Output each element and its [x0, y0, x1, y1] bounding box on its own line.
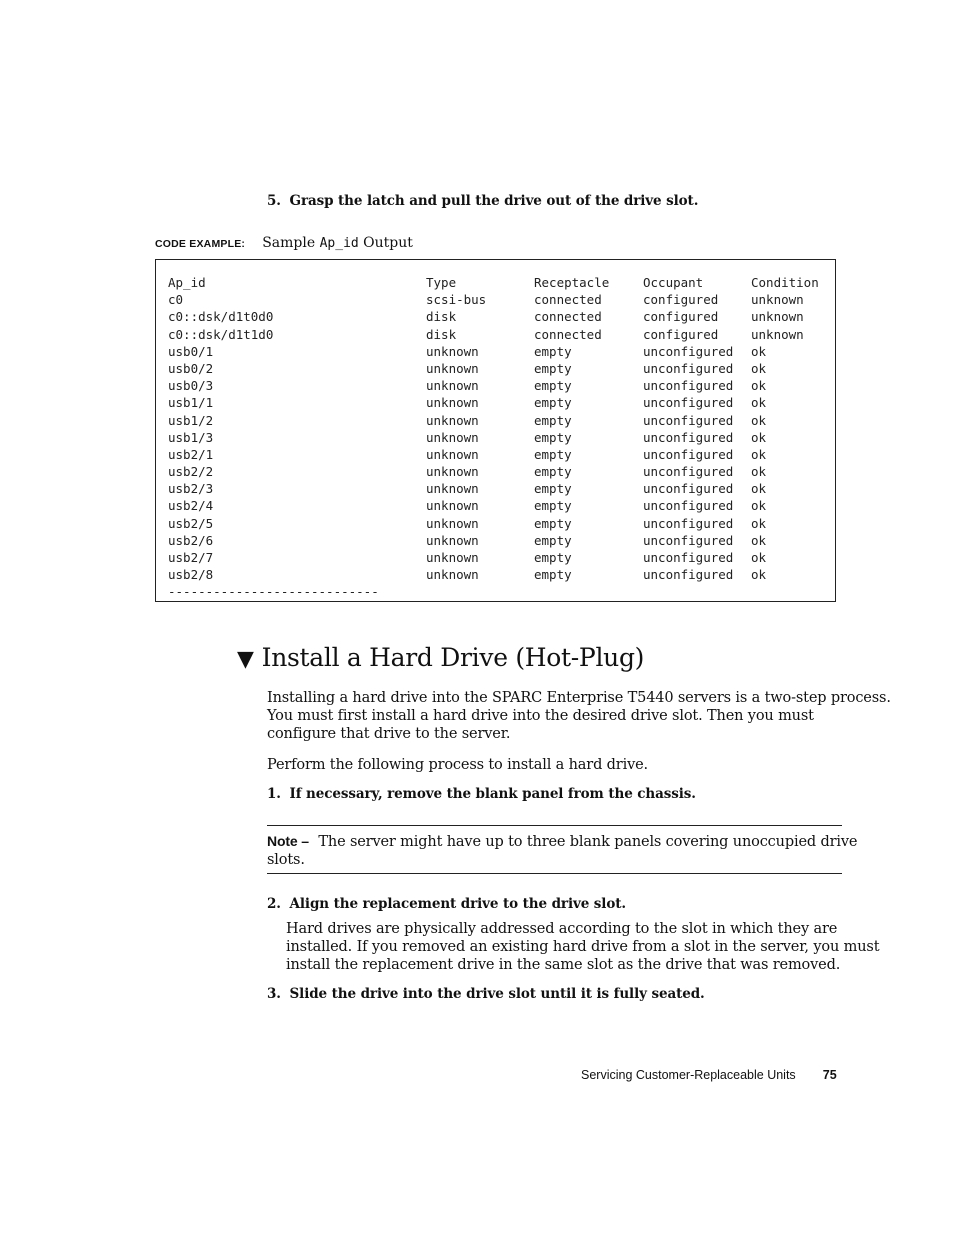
condition-cell: ok [751, 429, 767, 445]
ap-id-cell: usb2/7 [168, 550, 214, 565]
occupant-cell: unconfigured [643, 360, 734, 376]
note [267, 832, 858, 869]
code-row [168, 292, 831, 309]
code-row [168, 498, 831, 515]
occupant-cell: unconfigured [643, 498, 734, 514]
code-row [168, 413, 831, 430]
intro-line: You must first install a hard drive into the desired drive slot. Then you must [267, 708, 814, 724]
step-1 [267, 786, 696, 802]
step-2-body [286, 920, 879, 974]
code-table [168, 275, 831, 602]
occupant-cell: unconfigured [643, 395, 734, 411]
type-cell: unknown [426, 481, 479, 497]
code-row [168, 430, 831, 447]
code-row [168, 550, 831, 567]
receptacle-cell: Receptacle [534, 275, 610, 290]
note-line: The server might have up to three blank panels covering unoccupied drive [318, 834, 858, 850]
caption-post: Output [358, 235, 413, 251]
occupant-cell: Occupant [643, 275, 704, 290]
code-row [168, 481, 831, 498]
caption-code: Ap_id [319, 236, 359, 251]
type-cell: unknown [426, 464, 479, 480]
occupant-cell: unconfigured [643, 515, 734, 531]
receptacle-cell: empty [534, 446, 572, 462]
footer-title: Servicing Customer-Replaceable Units [581, 1068, 796, 1082]
code-example-box [155, 259, 836, 602]
receptacle-cell: empty [534, 498, 572, 514]
section-heading [237, 643, 644, 672]
receptacle-cell: empty [534, 481, 572, 497]
ap-id-cell: usb1/1 [168, 395, 214, 411]
receptacle-cell: connected [534, 309, 602, 325]
ap-id-cell: usb2/4 [168, 498, 214, 514]
step-number: 3. [267, 986, 281, 1002]
type-cell: unknown [426, 343, 479, 359]
step-text: Slide the drive into the drive slot until it is fully seated. [289, 986, 705, 1002]
step-number: 2. [267, 896, 281, 912]
condition-cell: ok [751, 515, 767, 531]
ap-id-cell: usb0/2 [168, 360, 214, 376]
step-2 [267, 896, 626, 912]
condition-cell: ok [751, 481, 767, 497]
code-row [168, 344, 831, 361]
type-cell: Type [426, 275, 457, 290]
step-3 [267, 986, 705, 1002]
ap-id-cell: Ap_id [168, 275, 206, 290]
receptacle-cell: empty [534, 464, 572, 480]
type-cell: unknown [426, 550, 479, 565]
step-2-line: install the replacement drive in the same slot as the drive that was removed. [286, 957, 841, 973]
type-cell: unknown [426, 378, 479, 394]
occupant-cell: unconfigured [643, 464, 734, 480]
code-example-caption [155, 232, 413, 251]
type-cell: unknown [426, 360, 479, 376]
occupant-cell: unconfigured [643, 412, 734, 428]
type-cell: unknown [426, 429, 479, 445]
type-cell: unknown [426, 412, 479, 428]
receptacle-cell: empty [534, 395, 572, 411]
condition-cell: unknown [751, 326, 804, 342]
section-title: Install a Hard Drive (Hot-Plug) [261, 643, 645, 672]
type-cell: unknown [426, 515, 479, 531]
type-cell: disk [426, 309, 457, 325]
condition-cell: ok [751, 464, 767, 480]
type-cell: unknown [426, 532, 479, 548]
condition-cell: ok [751, 532, 767, 548]
code-row [168, 327, 831, 344]
receptacle-cell: connected [534, 326, 602, 342]
condition-cell: ok [751, 378, 767, 394]
occupant-cell: configured [643, 292, 719, 308]
receptacle-cell: empty [534, 378, 572, 394]
receptacle-cell: empty [534, 360, 572, 376]
ap-id-cell: usb2/8 [168, 567, 214, 583]
condition-cell: ok [751, 395, 767, 411]
occupant-cell: unconfigured [643, 378, 734, 394]
page-number: 75 [822, 1068, 837, 1082]
receptacle-cell: empty [534, 412, 572, 428]
occupant-cell: unconfigured [643, 532, 734, 548]
condition-cell: unknown [751, 309, 804, 325]
intro-line: Installing a hard drive into the SPARC Enterprise T5440 servers is a two-step process. [267, 690, 891, 706]
step-2-line: Hard drives are physically addressed according to the slot in which they are [286, 921, 838, 937]
page-footer [581, 1064, 837, 1083]
ap-id-cell: usb2/1 [168, 446, 214, 462]
down-triangle-icon: ▼ [237, 647, 254, 672]
occupant-cell: unconfigured [643, 446, 734, 462]
condition-cell: ok [751, 343, 767, 359]
code-row [168, 533, 831, 550]
code-separator: ---------------------------- [168, 584, 379, 600]
step-2-line: installed. If you removed an existing hard drive from a slot in the server, you must [286, 939, 880, 955]
caption-pre: Sample [262, 235, 320, 251]
ap-id-cell: usb2/6 [168, 532, 214, 548]
code-row [168, 516, 831, 533]
note-bottom-rule [267, 873, 842, 874]
receptacle-cell: empty [534, 343, 572, 359]
ap-id-cell: c0::dsk/d1t0d0 [168, 309, 274, 325]
occupant-cell: configured [643, 309, 719, 325]
occupant-cell: unconfigured [643, 567, 734, 583]
ap-id-cell: usb0/3 [168, 378, 214, 394]
code-row [168, 464, 831, 481]
intro-line: configure that drive to the server. [267, 726, 511, 742]
code-footer-row [168, 584, 831, 601]
ap-id-cell: c0::dsk/d1t1d0 [168, 326, 274, 342]
code-row [168, 309, 831, 326]
note-top-rule [267, 825, 842, 826]
occupant-cell: configured [643, 326, 719, 342]
ap-id-cell: usb0/1 [168, 343, 214, 359]
step-number: 1. [267, 786, 281, 802]
type-cell: scsi-bus [426, 292, 487, 308]
ap-id-cell: usb2/3 [168, 481, 214, 497]
code-table-body [168, 275, 831, 602]
code-row [168, 378, 831, 395]
receptacle-cell: connected [534, 292, 602, 308]
occupant-cell: unconfigured [643, 429, 734, 445]
occupant-cell: unconfigured [643, 550, 734, 565]
condition-cell: ok [751, 550, 767, 565]
condition-cell: ok [751, 360, 767, 376]
type-cell: unknown [426, 395, 479, 411]
ap-id-cell: usb2/2 [168, 464, 214, 480]
step-text: Align the replacement drive to the drive slot. [289, 896, 626, 912]
step-number: 5. [267, 193, 281, 209]
receptacle-cell: empty [534, 532, 572, 548]
ap-id-cell: usb1/2 [168, 412, 214, 428]
receptacle-cell: empty [534, 550, 572, 565]
perform-paragraph: Perform the following process to install a hard drive. [267, 757, 649, 773]
receptacle-cell: empty [534, 515, 572, 531]
note-line: slots. [267, 852, 305, 868]
step-text: Grasp the latch and pull the drive out of the drive slot. [289, 193, 699, 209]
caption-label: CODE EXAMPLE: [155, 238, 246, 250]
condition-cell: Condition [751, 275, 819, 290]
code-row [168, 395, 831, 412]
condition-cell: ok [751, 412, 767, 428]
occupant-cell: unconfigured [643, 343, 734, 359]
step-5 [267, 193, 698, 209]
type-cell: unknown [426, 446, 479, 462]
code-row [168, 447, 831, 464]
receptacle-cell: empty [534, 567, 572, 583]
condition-cell: ok [751, 446, 767, 462]
code-header-row [168, 275, 831, 292]
receptacle-cell: empty [534, 429, 572, 445]
occupant-cell: unconfigured [643, 481, 734, 497]
step-text: If necessary, remove the blank panel from the chassis. [289, 786, 696, 802]
type-cell: unknown [426, 567, 479, 583]
condition-cell: unknown [751, 292, 804, 308]
ap-id-cell: usb2/5 [168, 515, 214, 531]
condition-cell: ok [751, 567, 767, 583]
note-label: Note – [267, 833, 309, 849]
ap-id-cell: usb1/3 [168, 429, 214, 445]
code-row [168, 361, 831, 378]
type-cell: unknown [426, 498, 479, 514]
code-row [168, 567, 831, 584]
ap-id-cell: c0 [168, 292, 184, 308]
condition-cell: ok [751, 498, 767, 514]
type-cell: disk [426, 326, 457, 342]
intro-paragraph [267, 689, 891, 743]
